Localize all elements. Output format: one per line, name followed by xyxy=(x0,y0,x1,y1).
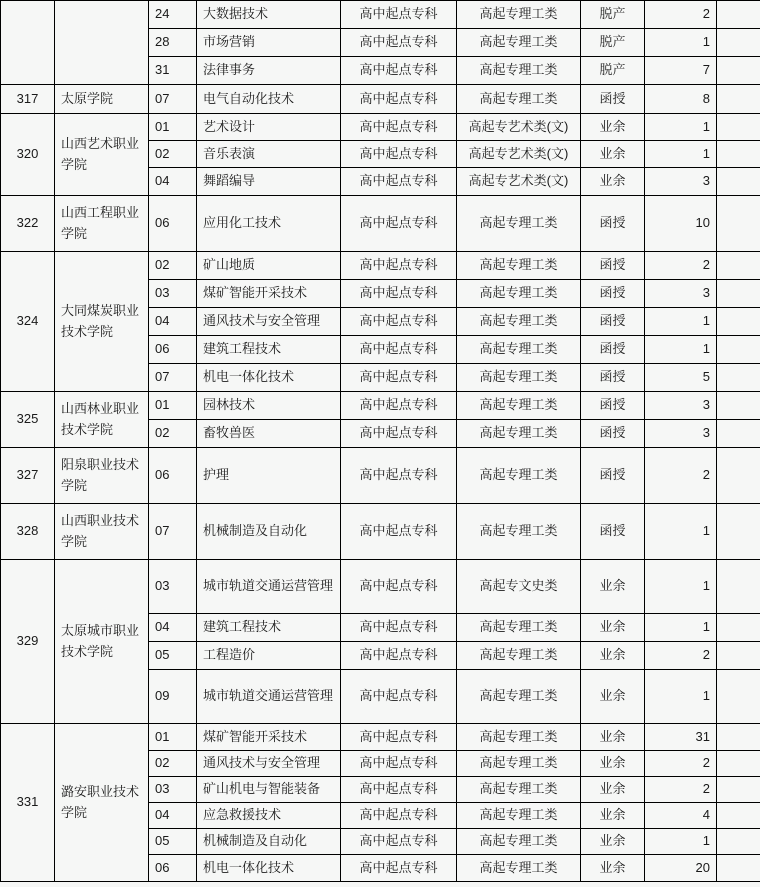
plan-count-cell: 3 xyxy=(645,280,717,308)
note-cell xyxy=(717,114,760,141)
level-cell: 高中起点专科 xyxy=(341,614,457,642)
note-cell xyxy=(717,420,760,448)
study-mode-cell: 业余 xyxy=(581,777,645,803)
school-name-cell: 山西工程职业学院 xyxy=(55,196,149,252)
level-cell: 高中起点专科 xyxy=(341,114,457,141)
school-name-cell: 山西艺术职业学院 xyxy=(55,114,149,196)
table-row xyxy=(1,504,760,560)
major-name-cell: 建筑工程技术 xyxy=(197,614,341,642)
plan-count-cell: 1 xyxy=(645,336,717,364)
level-cell: 高中起点专科 xyxy=(341,196,457,252)
major-name-cell: 电气自动化技术 xyxy=(197,85,341,114)
note-cell xyxy=(717,670,760,724)
table-body xyxy=(1,1,760,882)
category-cell: 高起专理工类 xyxy=(457,614,581,642)
category-cell: 高起专理工类 xyxy=(457,336,581,364)
note-cell xyxy=(717,855,760,882)
plan-count-cell: 1 xyxy=(645,29,717,57)
category-cell: 高起专理工类 xyxy=(457,420,581,448)
school-code-cell: 331 xyxy=(1,724,55,882)
study-mode-cell: 业余 xyxy=(581,614,645,642)
level-cell: 高中起点专科 xyxy=(341,364,457,392)
note-cell xyxy=(717,803,760,829)
study-mode-cell: 业余 xyxy=(581,168,645,196)
note-cell xyxy=(717,392,760,420)
major-code-cell: 01 xyxy=(149,392,197,420)
category-cell: 高起专理工类 xyxy=(457,670,581,724)
table-row xyxy=(1,196,760,252)
major-name-cell: 应用化工技术 xyxy=(197,196,341,252)
level-cell: 高中起点专科 xyxy=(341,560,457,614)
major-name-cell: 通风技术与安全管理 xyxy=(197,308,341,336)
level-cell: 高中起点专科 xyxy=(341,803,457,829)
study-mode-cell: 业余 xyxy=(581,829,645,855)
plan-count-cell: 2 xyxy=(645,252,717,280)
school-code-cell: 320 xyxy=(1,114,55,196)
major-code-cell: 02 xyxy=(149,420,197,448)
plan-count-cell: 3 xyxy=(645,392,717,420)
plan-count-cell: 2 xyxy=(645,1,717,29)
note-cell xyxy=(717,252,760,280)
major-code-cell: 04 xyxy=(149,614,197,642)
category-cell: 高起专理工类 xyxy=(457,829,581,855)
major-code-cell: 06 xyxy=(149,855,197,882)
level-cell: 高中起点专科 xyxy=(341,777,457,803)
major-code-cell: 07 xyxy=(149,504,197,560)
study-mode-cell: 函授 xyxy=(581,336,645,364)
category-cell: 高起专理工类 xyxy=(457,85,581,114)
major-code-cell: 24 xyxy=(149,1,197,29)
study-mode-cell: 脱产 xyxy=(581,57,645,85)
plan-count-cell: 1 xyxy=(645,504,717,560)
plan-count-cell: 2 xyxy=(645,751,717,777)
level-cell: 高中起点专科 xyxy=(341,141,457,168)
major-name-cell: 工程造价 xyxy=(197,642,341,670)
school-code-cell: 329 xyxy=(1,560,55,724)
plan-count-cell: 2 xyxy=(645,777,717,803)
major-name-cell: 护理 xyxy=(197,448,341,504)
table-row xyxy=(1,252,760,280)
major-name-cell: 音乐表演 xyxy=(197,141,341,168)
study-mode-cell: 业余 xyxy=(581,751,645,777)
study-mode-cell: 业余 xyxy=(581,560,645,614)
major-name-cell: 园林技术 xyxy=(197,392,341,420)
study-mode-cell: 业余 xyxy=(581,855,645,882)
major-code-cell: 03 xyxy=(149,280,197,308)
category-cell: 高起专理工类 xyxy=(457,504,581,560)
level-cell: 高中起点专科 xyxy=(341,724,457,751)
major-name-cell: 机电一体化技术 xyxy=(197,364,341,392)
table-row xyxy=(1,1,760,29)
category-cell: 高起专理工类 xyxy=(457,29,581,57)
note-cell xyxy=(717,560,760,614)
school-name-cell: 山西职业技术学院 xyxy=(55,504,149,560)
level-cell: 高中起点专科 xyxy=(341,1,457,29)
major-name-cell: 城市轨道交通运营管理 xyxy=(197,560,341,614)
study-mode-cell: 业余 xyxy=(581,642,645,670)
plan-count-cell: 7 xyxy=(645,57,717,85)
plan-count-cell: 1 xyxy=(645,829,717,855)
school-code-cell: 324 xyxy=(1,252,55,392)
school-code-cell: 322 xyxy=(1,196,55,252)
major-name-cell: 城市轨道交通运营管理 xyxy=(197,670,341,724)
level-cell: 高中起点专科 xyxy=(341,855,457,882)
level-cell: 高中起点专科 xyxy=(341,280,457,308)
study-mode-cell: 业余 xyxy=(581,724,645,751)
plan-count-cell: 2 xyxy=(645,642,717,670)
plan-count-cell: 5 xyxy=(645,364,717,392)
major-name-cell: 煤矿智能开采技术 xyxy=(197,724,341,751)
major-name-cell: 机械制造及自动化 xyxy=(197,504,341,560)
note-cell xyxy=(717,57,760,85)
study-mode-cell: 函授 xyxy=(581,85,645,114)
plan-count-cell: 20 xyxy=(645,855,717,882)
major-name-cell: 矿山机电与智能装备 xyxy=(197,777,341,803)
category-cell: 高起专艺术类(文) xyxy=(457,168,581,196)
category-cell: 高起专理工类 xyxy=(457,57,581,85)
plan-count-cell: 1 xyxy=(645,560,717,614)
school-name-cell: 阳泉职业技术学院 xyxy=(55,448,149,504)
school-code-cell: 317 xyxy=(1,85,55,114)
note-cell xyxy=(717,751,760,777)
table-row xyxy=(1,724,760,751)
major-name-cell: 法律事务 xyxy=(197,57,341,85)
level-cell: 高中起点专科 xyxy=(341,670,457,724)
note-cell xyxy=(717,614,760,642)
plan-count-cell: 1 xyxy=(645,114,717,141)
category-cell: 高起专理工类 xyxy=(457,196,581,252)
level-cell: 高中起点专科 xyxy=(341,29,457,57)
plan-count-cell: 3 xyxy=(645,420,717,448)
category-cell: 高起专理工类 xyxy=(457,364,581,392)
note-cell xyxy=(717,29,760,57)
study-mode-cell: 脱产 xyxy=(581,29,645,57)
major-name-cell: 通风技术与安全管理 xyxy=(197,751,341,777)
table-row xyxy=(1,85,760,114)
note-cell xyxy=(717,141,760,168)
major-code-cell: 07 xyxy=(149,364,197,392)
category-cell: 高起专理工类 xyxy=(457,803,581,829)
study-mode-cell: 业余 xyxy=(581,670,645,724)
major-code-cell: 05 xyxy=(149,642,197,670)
major-code-cell: 01 xyxy=(149,114,197,141)
plan-count-cell: 1 xyxy=(645,141,717,168)
note-cell xyxy=(717,777,760,803)
major-name-cell: 畜牧兽医 xyxy=(197,420,341,448)
note-cell xyxy=(717,829,760,855)
plan-count-cell: 3 xyxy=(645,168,717,196)
category-cell: 高起专理工类 xyxy=(457,280,581,308)
category-cell: 高起专理工类 xyxy=(457,1,581,29)
note-cell xyxy=(717,1,760,29)
school-name-cell: 太原学院 xyxy=(55,85,149,114)
plan-count-cell: 31 xyxy=(645,724,717,751)
level-cell: 高中起点专科 xyxy=(341,252,457,280)
major-code-cell: 03 xyxy=(149,777,197,803)
major-code-cell: 02 xyxy=(149,252,197,280)
major-code-cell: 06 xyxy=(149,336,197,364)
category-cell: 高起专理工类 xyxy=(457,392,581,420)
study-mode-cell: 函授 xyxy=(581,364,645,392)
study-mode-cell: 函授 xyxy=(581,280,645,308)
major-name-cell: 建筑工程技术 xyxy=(197,336,341,364)
note-cell xyxy=(717,196,760,252)
major-code-cell: 04 xyxy=(149,308,197,336)
level-cell: 高中起点专科 xyxy=(341,85,457,114)
category-cell: 高起专理工类 xyxy=(457,448,581,504)
major-name-cell: 矿山地质 xyxy=(197,252,341,280)
level-cell: 高中起点专科 xyxy=(341,751,457,777)
major-code-cell: 06 xyxy=(149,448,197,504)
major-name-cell: 市场营销 xyxy=(197,29,341,57)
category-cell: 高起专理工类 xyxy=(457,855,581,882)
study-mode-cell: 函授 xyxy=(581,252,645,280)
level-cell: 高中起点专科 xyxy=(341,308,457,336)
category-cell: 高起专理工类 xyxy=(457,252,581,280)
note-cell xyxy=(717,642,760,670)
school-name-cell: 山西林业职业技术学院 xyxy=(55,392,149,448)
table-row xyxy=(1,114,760,141)
note-cell xyxy=(717,336,760,364)
category-cell: 高起专艺术类(文) xyxy=(457,114,581,141)
study-mode-cell: 脱产 xyxy=(581,1,645,29)
study-mode-cell: 函授 xyxy=(581,504,645,560)
category-cell: 高起专理工类 xyxy=(457,308,581,336)
level-cell: 高中起点专科 xyxy=(341,504,457,560)
plan-count-cell: 8 xyxy=(645,85,717,114)
school-name-cell xyxy=(55,1,149,85)
major-code-cell: 02 xyxy=(149,141,197,168)
plan-count-cell: 1 xyxy=(645,614,717,642)
note-cell xyxy=(717,85,760,114)
school-code-cell: 327 xyxy=(1,448,55,504)
school-code-cell xyxy=(1,1,55,85)
major-code-cell: 04 xyxy=(149,168,197,196)
school-name-cell: 潞安职业技术学院 xyxy=(55,724,149,882)
note-cell xyxy=(717,724,760,751)
table-row xyxy=(1,392,760,420)
study-mode-cell: 函授 xyxy=(581,448,645,504)
major-code-cell: 28 xyxy=(149,29,197,57)
major-code-cell: 03 xyxy=(149,560,197,614)
plan-count-cell: 4 xyxy=(645,803,717,829)
major-name-cell: 舞蹈编导 xyxy=(197,168,341,196)
level-cell: 高中起点专科 xyxy=(341,642,457,670)
plan-count-cell: 2 xyxy=(645,448,717,504)
major-name-cell: 煤矿智能开采技术 xyxy=(197,280,341,308)
study-mode-cell: 业余 xyxy=(581,114,645,141)
table-row xyxy=(1,448,760,504)
note-cell xyxy=(717,504,760,560)
note-cell xyxy=(717,168,760,196)
study-mode-cell: 函授 xyxy=(581,196,645,252)
school-code-cell: 328 xyxy=(1,504,55,560)
study-mode-cell: 函授 xyxy=(581,392,645,420)
plan-count-cell: 1 xyxy=(645,308,717,336)
school-name-cell: 太原城市职业技术学院 xyxy=(55,560,149,724)
category-cell: 高起专理工类 xyxy=(457,777,581,803)
major-name-cell: 机电一体化技术 xyxy=(197,855,341,882)
level-cell: 高中起点专科 xyxy=(341,420,457,448)
table-row xyxy=(1,560,760,614)
major-code-cell: 31 xyxy=(149,57,197,85)
plan-count-cell: 1 xyxy=(645,670,717,724)
note-cell xyxy=(717,448,760,504)
school-code-cell: 325 xyxy=(1,392,55,448)
category-cell: 高起专理工类 xyxy=(457,642,581,670)
level-cell: 高中起点专科 xyxy=(341,448,457,504)
level-cell: 高中起点专科 xyxy=(341,168,457,196)
plan-count-cell: 10 xyxy=(645,196,717,252)
major-code-cell: 07 xyxy=(149,85,197,114)
category-cell: 高起专理工类 xyxy=(457,724,581,751)
major-code-cell: 05 xyxy=(149,829,197,855)
major-code-cell: 02 xyxy=(149,751,197,777)
study-mode-cell: 业余 xyxy=(581,141,645,168)
level-cell: 高中起点专科 xyxy=(341,829,457,855)
major-name-cell: 艺术设计 xyxy=(197,114,341,141)
study-mode-cell: 函授 xyxy=(581,308,645,336)
level-cell: 高中起点专科 xyxy=(341,57,457,85)
major-name-cell: 应急救援技术 xyxy=(197,803,341,829)
category-cell: 高起专文史类 xyxy=(457,560,581,614)
major-code-cell: 01 xyxy=(149,724,197,751)
major-name-cell: 大数据技术 xyxy=(197,1,341,29)
note-cell xyxy=(717,364,760,392)
major-name-cell: 机械制造及自动化 xyxy=(197,829,341,855)
category-cell: 高起专理工类 xyxy=(457,751,581,777)
study-mode-cell: 业余 xyxy=(581,803,645,829)
note-cell xyxy=(717,280,760,308)
school-name-cell: 大同煤炭职业技术学院 xyxy=(55,252,149,392)
category-cell: 高起专艺术类(文) xyxy=(457,141,581,168)
major-code-cell: 06 xyxy=(149,196,197,252)
major-code-cell: 04 xyxy=(149,803,197,829)
study-mode-cell: 函授 xyxy=(581,420,645,448)
level-cell: 高中起点专科 xyxy=(341,336,457,364)
note-cell xyxy=(717,308,760,336)
major-code-cell: 09 xyxy=(149,670,197,724)
level-cell: 高中起点专科 xyxy=(341,392,457,420)
